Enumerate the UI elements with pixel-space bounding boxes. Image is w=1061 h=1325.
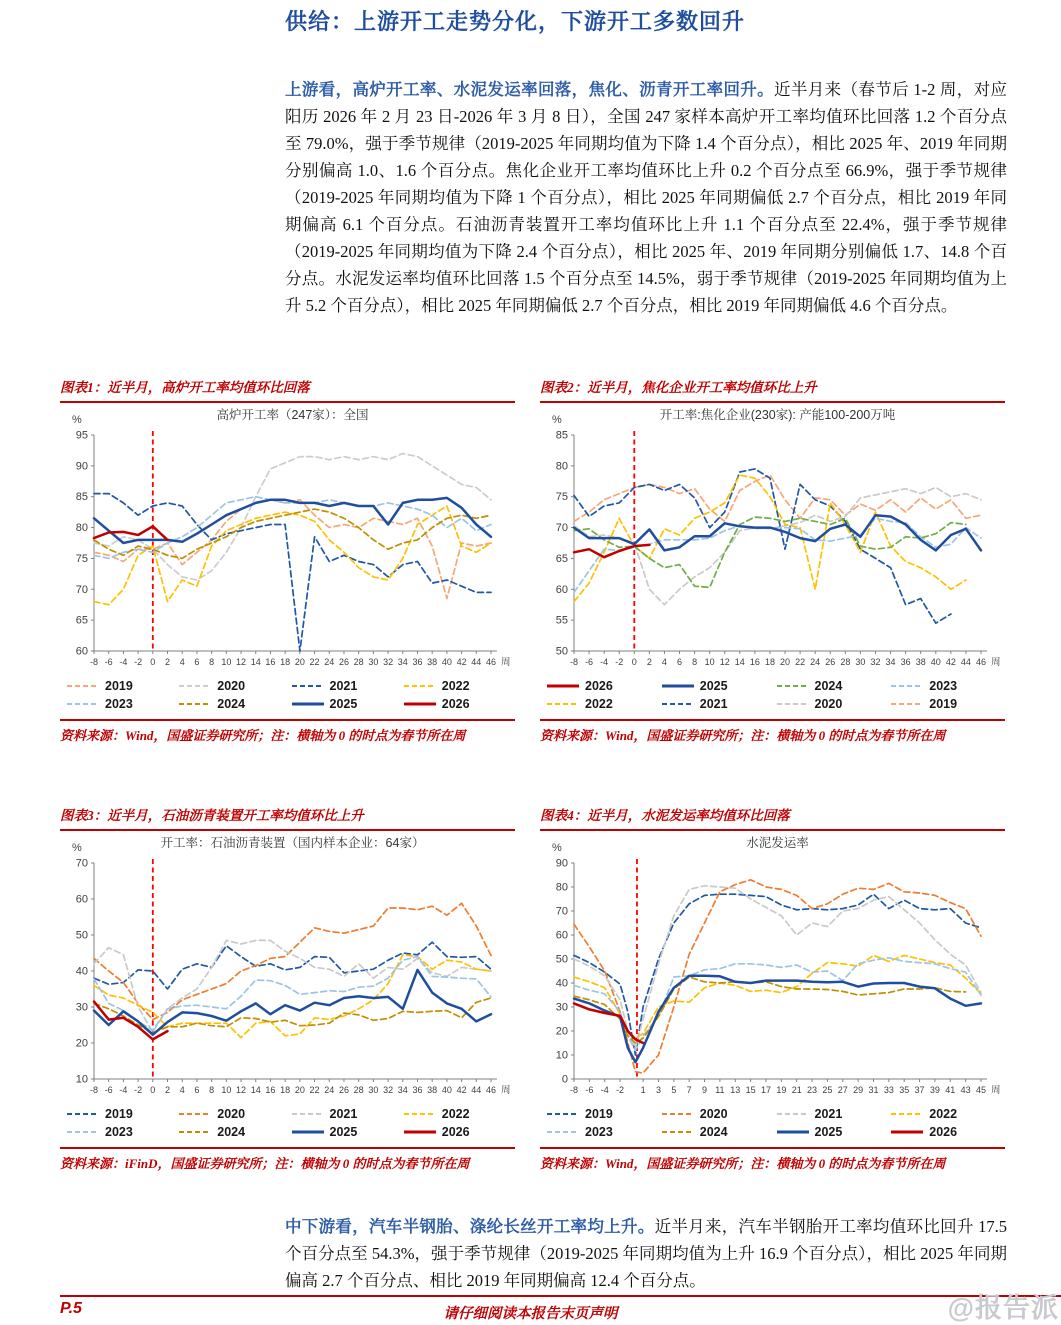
svg-text:35: 35 [899, 1085, 910, 1095]
svg-text:42: 42 [456, 657, 467, 667]
svg-text:46: 46 [975, 657, 987, 667]
svg-text:38: 38 [427, 657, 438, 667]
svg-text:30: 30 [368, 1085, 379, 1095]
figure-4 [540, 804, 1005, 1172]
svg-text:-8: -8 [89, 1085, 99, 1095]
svg-text:12: 12 [719, 657, 730, 667]
svg-text:43: 43 [960, 1085, 971, 1095]
legend-item-2026 [890, 1125, 1005, 1139]
svg-text:20: 20 [780, 657, 791, 667]
svg-text:46: 46 [485, 1085, 497, 1095]
svg-text:44: 44 [960, 657, 971, 667]
svg-text:36: 36 [900, 657, 911, 667]
svg-text:40: 40 [441, 1085, 452, 1095]
legend-line-icon [291, 682, 325, 690]
legend-item-2022 [403, 1107, 515, 1121]
figure-3 [60, 804, 515, 1172]
svg-text:-6: -6 [585, 657, 594, 667]
paragraph-upstream [285, 76, 1007, 319]
svg-text:31: 31 [868, 1085, 879, 1095]
svg-text:40: 40 [441, 657, 452, 667]
legend-item-2019 [66, 1107, 178, 1121]
paragraph-body: 近半月来，汽车半钢胎开工率均值环比回升 17.5 个百分点至 54.3%，强于季节规律（2019-2025 年同期均值为上升 16.9 个百分点），相比 2025 年同期偏高 2.7 个百分点、相比 2019 年同期偏高 12.4 个百分点。 [285, 1217, 1008, 1290]
svg-text:-4: -4 [600, 1085, 609, 1095]
svg-text:12: 12 [236, 1085, 247, 1095]
svg-text:36: 36 [412, 1085, 423, 1095]
svg-text:75: 75 [555, 491, 568, 504]
figure-4-legend [540, 1105, 1005, 1145]
legend-item-2020 [178, 679, 290, 693]
svg-text:19: 19 [776, 1085, 787, 1095]
svg-text:30: 30 [75, 1001, 88, 1014]
legend-line-icon [178, 1110, 212, 1118]
legend-item-2023 [66, 697, 178, 711]
figure-3-caption: 图表3：近半月，石油沥青装置开工率均值环比上升 [60, 804, 515, 831]
svg-text:20: 20 [294, 1085, 305, 1095]
svg-text:10: 10 [221, 1085, 232, 1095]
legend-item-2019 [66, 679, 178, 693]
svg-text:周: 周 [991, 657, 1001, 668]
svg-text:75: 75 [75, 552, 88, 565]
legend-label: 2026 [929, 1125, 958, 1139]
legend-item-2021 [776, 1107, 891, 1121]
paragraph-lead: 上游看，高炉开工率、水泥发运率回落，焦化、沥青开工率回升。 [285, 80, 775, 99]
legend-label: 2019 [105, 1107, 133, 1121]
svg-text:20: 20 [75, 1037, 88, 1050]
svg-text:4: 4 [179, 657, 185, 667]
svg-text:39: 39 [929, 1085, 940, 1095]
legend-line-icon [66, 700, 100, 708]
svg-text:-8: -8 [89, 657, 99, 667]
svg-text:38: 38 [915, 657, 926, 667]
svg-text:高炉开工率（247家）：全国: 高炉开工率（247家）：全国 [216, 408, 369, 422]
legend-line-icon [291, 1128, 325, 1136]
legend-label: 2020 [814, 697, 843, 711]
svg-text:80: 80 [555, 881, 568, 894]
svg-text:15: 15 [745, 1085, 756, 1095]
legend-line-icon [890, 682, 924, 690]
legend-label: 2024 [217, 1125, 246, 1139]
legend-label: 2021 [329, 679, 358, 693]
svg-text:12: 12 [236, 657, 247, 667]
legend-label: 2026 [585, 679, 613, 693]
svg-text:%: % [552, 842, 562, 854]
legend-item-2026 [403, 697, 515, 711]
svg-text:42: 42 [456, 1085, 467, 1095]
legend-label: 2025 [814, 1125, 843, 1139]
svg-text:18: 18 [280, 657, 291, 667]
legend-item-2026 [546, 679, 661, 693]
svg-text:50: 50 [555, 953, 568, 966]
legend-label: 2022 [929, 1107, 958, 1121]
svg-text:16: 16 [265, 1085, 276, 1095]
svg-text:20: 20 [294, 657, 305, 667]
svg-text:40: 40 [555, 977, 568, 990]
svg-text:17: 17 [760, 1085, 771, 1095]
legend-label: 2023 [105, 697, 133, 711]
legend-item-2023 [546, 1125, 661, 1139]
svg-text:-8: -8 [569, 1085, 579, 1095]
legend-line-icon [890, 1110, 924, 1118]
legend-label: 2020 [217, 679, 246, 693]
svg-text:-2: -2 [615, 657, 624, 667]
svg-text:65: 65 [555, 552, 568, 565]
legend-item-2022 [890, 1107, 1005, 1121]
svg-text:0: 0 [561, 1073, 568, 1086]
legend-item-2019 [546, 1107, 661, 1121]
svg-text:10: 10 [75, 1073, 88, 1086]
svg-text:22: 22 [795, 657, 806, 667]
svg-text:28: 28 [840, 657, 851, 667]
line-chart-coking [540, 405, 1005, 677]
svg-text:30: 30 [555, 1001, 568, 1014]
paragraph-lead: 中下游看，汽车半钢胎、涤纶长丝开工率均上升。 [285, 1217, 655, 1236]
svg-text:%: % [72, 842, 82, 854]
svg-text:4: 4 [661, 657, 667, 667]
svg-text:6: 6 [677, 657, 683, 667]
svg-text:60: 60 [75, 893, 88, 906]
svg-text:%: % [72, 414, 82, 426]
legend-label: 2026 [441, 697, 470, 711]
footer-page-number: P.5 [60, 1300, 82, 1317]
legend-line-icon [178, 682, 212, 690]
legend-label: 2024 [699, 1125, 728, 1139]
legend-label: 2019 [105, 679, 133, 693]
legend-line-icon [291, 700, 325, 708]
figure-2-source: 资料来源：Wind，国盛证券研究所；注：横轴为 0 的时点为春节所在周 [540, 719, 1005, 744]
footer-divider [60, 1295, 1061, 1297]
legend-line-icon [661, 700, 695, 708]
svg-text:13: 13 [730, 1085, 741, 1095]
svg-text:%: % [552, 414, 562, 426]
svg-text:-4: -4 [600, 657, 609, 667]
svg-text:-6: -6 [585, 1085, 594, 1095]
legend-line-icon [661, 682, 695, 690]
legend-item-2019 [890, 697, 1005, 711]
svg-text:22: 22 [309, 1085, 320, 1095]
legend-label: 2022 [585, 697, 613, 711]
svg-text:水泥发运率: 水泥发运率 [746, 836, 809, 850]
legend-line-icon [890, 700, 924, 708]
svg-text:9: 9 [702, 1085, 708, 1095]
legend-item-2023 [66, 1125, 178, 1139]
svg-text:24: 24 [324, 657, 335, 667]
figure-4-caption: 图表4：近半月，水泥发运率均值环比回落 [540, 804, 1005, 831]
svg-text:16: 16 [265, 657, 276, 667]
svg-text:25: 25 [822, 1085, 833, 1095]
legend-item-2024 [776, 679, 891, 693]
svg-text:8: 8 [209, 657, 215, 667]
svg-text:23: 23 [807, 1085, 818, 1095]
svg-text:8: 8 [209, 1085, 215, 1095]
legend-label: 2021 [814, 1107, 843, 1121]
line-chart-cement [540, 833, 1005, 1105]
figure-1 [60, 376, 515, 744]
svg-text:11: 11 [715, 1085, 725, 1095]
svg-text:26: 26 [825, 657, 836, 667]
svg-text:22: 22 [309, 657, 320, 667]
legend-label: 2024 [217, 697, 246, 711]
legend-label: 2023 [929, 679, 958, 693]
legend-line-icon [776, 700, 810, 708]
svg-text:24: 24 [324, 1085, 335, 1095]
svg-text:90: 90 [75, 460, 88, 473]
svg-text:周: 周 [501, 657, 511, 668]
svg-text:70: 70 [75, 857, 88, 870]
svg-text:8: 8 [692, 657, 698, 667]
svg-text:0: 0 [150, 657, 156, 667]
legend-item-2024 [178, 697, 290, 711]
legend-label: 2025 [329, 1125, 358, 1139]
svg-text:20: 20 [555, 1025, 568, 1038]
legend-label: 2022 [441, 679, 470, 693]
footer-disclaimer: 请仔细阅读本报告末页声明 [443, 1306, 618, 1322]
svg-text:2: 2 [165, 1085, 171, 1095]
legend-line-icon [403, 700, 437, 708]
figure-1-caption: 图表1：近半月，高炉开工率均值环比回落 [60, 376, 515, 403]
svg-text:开工率:焦化企业(230家): 产能100-200万吨: 开工率:焦化企业(230家): 产能100-200万吨 [659, 408, 896, 422]
figure-4-source: 资料来源：Wind，国盛证券研究所；注：横轴为 0 的时点为春节所在周 [540, 1147, 1005, 1172]
svg-text:周: 周 [991, 1085, 1001, 1096]
svg-text:18: 18 [280, 1085, 291, 1095]
svg-text:6: 6 [194, 1085, 200, 1095]
svg-text:65: 65 [75, 614, 88, 627]
figure-1-legend [60, 677, 515, 717]
svg-text:27: 27 [837, 1085, 848, 1095]
legend-item-2021 [661, 697, 776, 711]
legend-line-icon [776, 1110, 810, 1118]
svg-text:-4: -4 [119, 657, 128, 667]
svg-text:40: 40 [75, 965, 88, 978]
svg-text:-6: -6 [104, 657, 113, 667]
svg-text:-2: -2 [134, 1085, 143, 1095]
legend-line-icon [178, 1128, 212, 1136]
svg-text:34: 34 [397, 1085, 408, 1095]
svg-text:24: 24 [810, 657, 821, 667]
paragraph-body: 近半月来（春节后 1-2 周，对应阳历 2026 年 2 月 23 日-2026 年 3 月 8 日），全国 247 家样本高炉开工率均值环比回落 1.2 个百分点至 79.0%，强于季节规律（2019-2025 年同期均值为下降 1.4 个百分点），相比 2025 年、2019 年同期分别偏高 1.0、1.6 个百分点。焦化企业开工率均值环比上升 0.2 个百分点至 66.9%，强于季节规律（2019-2025 年同期均值为下降 1 个百分点），相比 2025 年同期偏低 2.7 个百分点，相比 2019 年同期偏高 6.1 个百分点。石油沥青装置开工率均值环比上升 1.1 个百分点至 22.4%，强于季节规律（2019-2025 年同期均值为下降 2.4 个百分点），相比 2025 年、2019 年同期分别偏低 1.7、14.8 个百分点。水泥发运率均值环比回落 1.5 个百分点至 14.5%，弱于季节规律（2019-2025 年同期均值为上升 5.2 个百分点），相比 2025 年同期偏低 2.7 个百分点，相比 2019 年同期偏低 4.6 个百分点。 [285, 80, 1007, 315]
legend-item-2020 [776, 697, 891, 711]
svg-text:32: 32 [870, 657, 881, 667]
svg-text:0: 0 [631, 657, 637, 667]
svg-text:42: 42 [945, 657, 956, 667]
legend-item-2025 [661, 679, 776, 693]
legend-item-2020 [661, 1107, 776, 1121]
svg-text:40: 40 [930, 657, 941, 667]
legend-item-2022 [403, 679, 515, 693]
svg-text:18: 18 [764, 657, 775, 667]
figure-2 [540, 376, 1005, 744]
legend-item-2022 [546, 697, 661, 711]
svg-text:3: 3 [655, 1085, 661, 1095]
legend-item-2023 [890, 679, 1005, 693]
svg-text:周: 周 [501, 1085, 511, 1096]
legend-line-icon [546, 1110, 580, 1118]
svg-text:28: 28 [353, 657, 364, 667]
svg-text:70: 70 [75, 583, 88, 596]
svg-text:70: 70 [555, 905, 568, 918]
svg-text:-2: -2 [134, 657, 143, 667]
svg-text:60: 60 [75, 645, 88, 658]
legend-line-icon [178, 700, 212, 708]
page-title: 供给：上游开工走势分化，下游开工多数回升 [285, 8, 746, 34]
legend-line-icon [546, 682, 580, 690]
svg-text:1: 1 [640, 1085, 646, 1095]
svg-text:16: 16 [749, 657, 760, 667]
figure-2-legend [540, 677, 1005, 717]
legend-line-icon [66, 682, 100, 690]
figure-3-legend [60, 1105, 515, 1145]
svg-text:14: 14 [250, 657, 261, 667]
svg-text:90: 90 [555, 857, 568, 870]
svg-text:33: 33 [883, 1085, 894, 1095]
svg-text:95: 95 [75, 429, 88, 442]
legend-item-2025 [291, 697, 403, 711]
svg-text:7: 7 [686, 1085, 692, 1095]
svg-text:开工率：石油沥青装置（国内样本企业：64家）: 开工率：石油沥青装置（国内样本企业：64家） [160, 836, 425, 850]
watermark: @报告派 [947, 1293, 1059, 1323]
svg-text:55: 55 [555, 614, 568, 627]
legend-label: 2020 [217, 1107, 246, 1121]
svg-text:30: 30 [368, 657, 379, 667]
svg-text:50: 50 [75, 929, 88, 942]
svg-text:26: 26 [338, 1085, 349, 1095]
svg-text:34: 34 [885, 657, 896, 667]
line-chart-blast-furnace [60, 405, 515, 677]
legend-line-icon [776, 682, 810, 690]
svg-text:26: 26 [338, 657, 349, 667]
line-chart-asphalt [60, 833, 515, 1105]
legend-label: 2025 [699, 679, 728, 693]
svg-text:60: 60 [555, 929, 568, 942]
legend-label: 2021 [699, 697, 728, 711]
legend-line-icon [403, 1110, 437, 1118]
svg-text:50: 50 [555, 645, 568, 658]
figure-1-source: 资料来源：Wind，国盛证券研究所；注：横轴为 0 的时点为春节所在周 [60, 719, 515, 744]
svg-text:36: 36 [412, 657, 423, 667]
svg-text:-6: -6 [104, 1085, 113, 1095]
svg-text:29: 29 [853, 1085, 864, 1095]
svg-text:10: 10 [221, 657, 232, 667]
svg-text:-2: -2 [616, 1085, 625, 1095]
legend-label: 2025 [329, 697, 358, 711]
legend-line-icon [291, 1110, 325, 1118]
legend-line-icon [776, 1128, 810, 1136]
legend-item-2025 [776, 1125, 891, 1139]
paragraph-downstream [285, 1213, 1007, 1294]
figure-3-source: 资料来源：iFinD，国盛证券研究所；注：横轴为 0 的时点为春节所在周 [60, 1147, 515, 1172]
svg-text:-4: -4 [119, 1085, 128, 1095]
legend-label: 2024 [814, 679, 843, 693]
legend-line-icon [403, 682, 437, 690]
svg-text:44: 44 [471, 1085, 482, 1095]
legend-line-icon [403, 1128, 437, 1136]
svg-text:2: 2 [165, 657, 171, 667]
legend-line-icon [546, 1128, 580, 1136]
svg-text:28: 28 [353, 1085, 364, 1095]
svg-text:14: 14 [734, 657, 745, 667]
figure-2-caption: 图表2：近半月，焦化企业开工率均值环比上升 [540, 376, 1005, 403]
svg-text:5: 5 [671, 1085, 677, 1095]
legend-line-icon [66, 1128, 100, 1136]
svg-text:30: 30 [855, 657, 866, 667]
svg-text:6: 6 [194, 657, 200, 667]
svg-text:41: 41 [945, 1085, 956, 1095]
svg-text:0: 0 [150, 1085, 156, 1095]
svg-text:14: 14 [250, 1085, 261, 1095]
legend-label: 2020 [699, 1107, 728, 1121]
legend-item-2025 [291, 1125, 403, 1139]
legend-line-icon [661, 1110, 695, 1118]
svg-text:37: 37 [914, 1085, 925, 1095]
legend-label: 2023 [105, 1125, 133, 1139]
legend-label: 2026 [441, 1125, 470, 1139]
svg-text:2: 2 [646, 657, 652, 667]
legend-line-icon [661, 1128, 695, 1136]
svg-text:80: 80 [75, 522, 88, 535]
legend-item-2026 [403, 1125, 515, 1139]
svg-text:70: 70 [555, 522, 568, 535]
svg-text:32: 32 [383, 1085, 394, 1095]
legend-line-icon [890, 1128, 924, 1136]
svg-text:38: 38 [427, 1085, 438, 1095]
svg-text:10: 10 [555, 1049, 568, 1062]
svg-text:10: 10 [704, 657, 715, 667]
legend-label: 2022 [441, 1107, 470, 1121]
legend-item-2024 [178, 1125, 290, 1139]
svg-text:-8: -8 [569, 657, 579, 667]
legend-item-2024 [661, 1125, 776, 1139]
svg-text:32: 32 [383, 657, 394, 667]
legend-label: 2021 [329, 1107, 358, 1121]
legend-label: 2019 [929, 697, 958, 711]
svg-text:80: 80 [555, 460, 568, 473]
svg-text:45: 45 [975, 1085, 987, 1095]
legend-item-2021 [291, 679, 403, 693]
svg-text:85: 85 [555, 429, 568, 442]
svg-text:4: 4 [179, 1085, 185, 1095]
svg-text:34: 34 [397, 657, 408, 667]
legend-item-2020 [178, 1107, 290, 1121]
legend-line-icon [546, 700, 580, 708]
svg-text:44: 44 [471, 657, 482, 667]
legend-item-2021 [291, 1107, 403, 1121]
legend-label: 2019 [585, 1107, 613, 1121]
svg-text:46: 46 [485, 657, 497, 667]
legend-line-icon [66, 1110, 100, 1118]
legend-label: 2023 [585, 1125, 613, 1139]
svg-text:60: 60 [555, 583, 568, 596]
svg-text:21: 21 [791, 1085, 802, 1095]
svg-text:85: 85 [75, 491, 88, 504]
